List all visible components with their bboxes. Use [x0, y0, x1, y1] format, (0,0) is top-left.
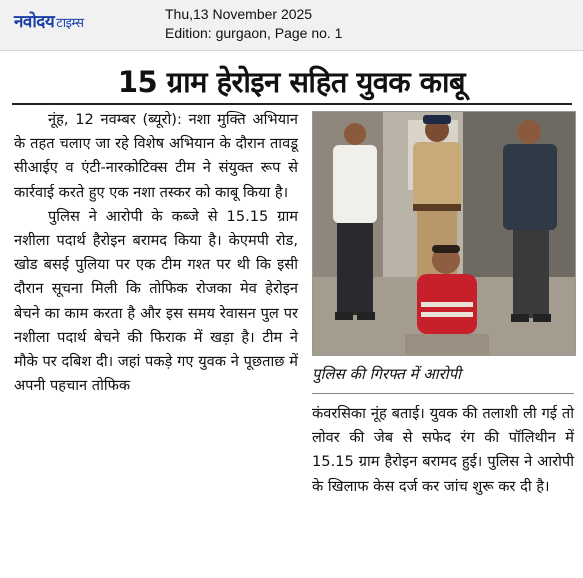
article-paragraph: पुलिस ने आरोपी के कब्जे से 15.15 ग्राम नशीला पदार्थ हैरोइन बरामद किया है। केएमपी रोड, खोड बसई पुलिया पर एक टीम गश्त पर थी कि इसी दौरान सूचना मिली कि तोफिक रोजका मेव हेरोइन बेचने का काम करता है और इस समय रेवासन पुल पर नशीला पदार्थ बेचने की फिराक में खड़ा है। टीम ने मौके पर दबिश दी। जहां पकड़े गए युवक ने पूछताछ में अपनी पहचान तोफिक: [14, 207, 298, 395]
photo-illustration: [313, 112, 575, 355]
newspaper-logo[interactable]: [14, 9, 84, 32]
logo-text: नवोदय: [14, 12, 55, 32]
edition-date: Thu,13 November 2025: [165, 6, 313, 22]
article-column-right: [312, 402, 574, 499]
logo-subtext: टाइम्स: [56, 16, 84, 31]
article-headline: 15 ग्राम हेरोइन सहित युवक काबू: [117, 65, 466, 99]
edition-info: [165, 5, 342, 43]
article-column-left: [14, 108, 298, 398]
photo-caption: पुलिस की गिरफ्त में आरोपी: [312, 365, 462, 383]
headline-divider: [12, 103, 572, 105]
article-photo: [312, 111, 576, 356]
edition-page: Edition: gurgaon, Page no. 1: [165, 25, 343, 41]
article-paragraph: कंवरसिका नूंह बताई। युवक की तलाशी ली गई तो लोवर की जेब से सफेद रंग की पॉलिथीन में 15.15 ग्राम हैरोइन बरामद हुई। पुलिस ने आरोपी के खिलाफ केस दर्ज कर जांच शुरू कर दी है।: [312, 405, 574, 495]
caption-divider: [312, 393, 574, 394]
page-header: [0, 0, 583, 51]
article-paragraph: नूंह, 12 नवम्बर (ब्यूरो): नशा मुक्ति अभियान के तहत चलाए जा रहे विशेष अभियान के दौरान तावडू सीआईए व एंटी-नारकोटिक्स टीम ने संयुक्त रूप से कार्रवाई करते हुए एक नशा तस्कर को काबू किया है।: [14, 111, 298, 201]
